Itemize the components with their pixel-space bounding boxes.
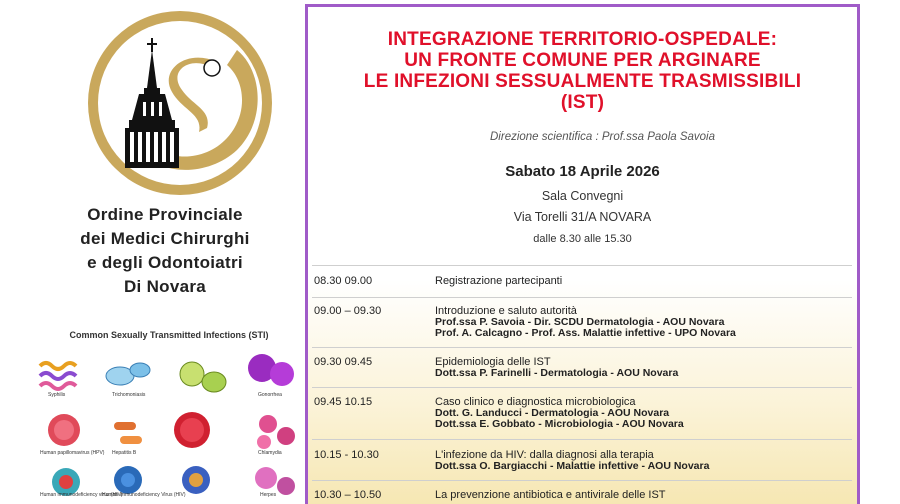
- germ-label: Trichomoniasis: [112, 392, 146, 398]
- row-speaker: Prof.ssa P. Savoia - Dir. SCDU Dermatologia - AOU Novara: [435, 316, 725, 328]
- germ-label: Human immunodeficiency virus (HIV): [40, 492, 123, 498]
- scientific-direction: Direzione scientifica : Prof.ssa Paola Savoia: [490, 131, 715, 143]
- left-column: [0, 0, 300, 500]
- row-time: 10.30 – 10.50: [314, 489, 382, 501]
- row-time: 08.30 09.00: [314, 275, 373, 287]
- row-activity: Registrazione partecipanti: [435, 275, 563, 287]
- organization-name: [40, 203, 290, 299]
- event-venue: Sala Convegni: [541, 189, 624, 203]
- syphilis-icon: [40, 363, 76, 389]
- org-line: Ordine Provinciale: [87, 205, 243, 224]
- row-activity: Introduzione e saluto autorità: [435, 305, 577, 317]
- row-activity: Epidemiologia delle IST: [435, 356, 551, 368]
- row-time: 09.00 – 09.30: [314, 305, 382, 317]
- divider: [312, 387, 852, 388]
- sti-illustration: [36, 342, 302, 502]
- divider: [312, 480, 852, 481]
- divider: [312, 347, 852, 348]
- event-title: [308, 29, 857, 113]
- title-line: LE INFEZIONI SESSUALMENTE TRASMISSIBILI: [363, 71, 802, 92]
- row-time: 10.15 - 10.30: [314, 449, 379, 461]
- order-logo: [87, 10, 273, 196]
- row-activity: La prevenzione antibiotica e antivirale delle IST: [435, 489, 666, 501]
- divider: [312, 265, 852, 266]
- title-line: UN FRONTE COMUNE PER ARGINARE: [404, 50, 761, 71]
- hpv-icon: [48, 414, 80, 446]
- germ-label: Herpes: [260, 492, 277, 498]
- sti-title: Common Sexually Transmitted Infections (STI): [69, 330, 269, 340]
- sti-infographic: [36, 330, 302, 500]
- germ-label: Gonorrhea: [258, 392, 282, 398]
- bacteria-icon: [114, 422, 142, 444]
- org-line: e degli Odontoiatri: [87, 253, 243, 272]
- event-address: Via Torelli 31/A NOVARA: [513, 210, 652, 224]
- trichomoniasis-icon: [106, 363, 150, 385]
- virus-icon: [182, 466, 210, 494]
- divider: [312, 297, 852, 298]
- title-line: INTEGRAZIONE TERRITORIO-OSPEDALE:: [387, 29, 778, 50]
- germ-label: Chlamydia: [258, 450, 282, 456]
- germ-label: Syphilis: [48, 392, 66, 398]
- hepatitis-b-icon: [174, 412, 210, 448]
- row-speaker: Prof. A. Calcagno - Prof. Ass. Malattie infettive - UPO Novara: [435, 327, 736, 339]
- row-speaker: Dott.ssa E. Gobbato - Microbiologia - AOU Novara: [435, 418, 684, 430]
- hiv-virus-icon: [114, 466, 142, 494]
- program-panel: [305, 4, 860, 504]
- germ-label: Human Immunodeficiency Virus (HIV): [102, 492, 186, 498]
- row-time: 09.30 09.45: [314, 356, 373, 368]
- herpes-icon: [255, 467, 295, 495]
- event-hours: dalle 8.30 alle 15.30: [533, 233, 632, 245]
- organism-icon: [180, 362, 226, 392]
- row-speaker: Dott.ssa P. Farinelli - Dermatologia - AOU Novara: [435, 367, 679, 379]
- germ-label: Hepatitis B: [112, 450, 137, 456]
- row-time: 09.45 10.15: [314, 396, 373, 408]
- org-line: dei Medici Chirurghi: [80, 229, 250, 248]
- org-line: Di Novara: [123, 277, 207, 296]
- event-date: Sabato 18 Aprile 2026: [505, 163, 660, 180]
- row-activity: Caso clinico e diagnostica microbiologica: [435, 396, 636, 408]
- divider: [312, 439, 852, 440]
- row-speaker: Dott. G. Landucci - Dermatologia - AOU Novara: [435, 407, 670, 419]
- title-line: (IST): [560, 92, 605, 113]
- row-activity: L'infezione da HIV: dalla diagnosi alla terapia: [435, 449, 654, 461]
- chlamydia-icon: [257, 415, 295, 449]
- row-speaker: Dott.ssa O. Bargiacchi - Malattie infettive - AOU Novara: [435, 460, 710, 472]
- germ-label: Human papillomavirus (HPV): [40, 450, 105, 456]
- gonorrhea-icon: [248, 354, 294, 386]
